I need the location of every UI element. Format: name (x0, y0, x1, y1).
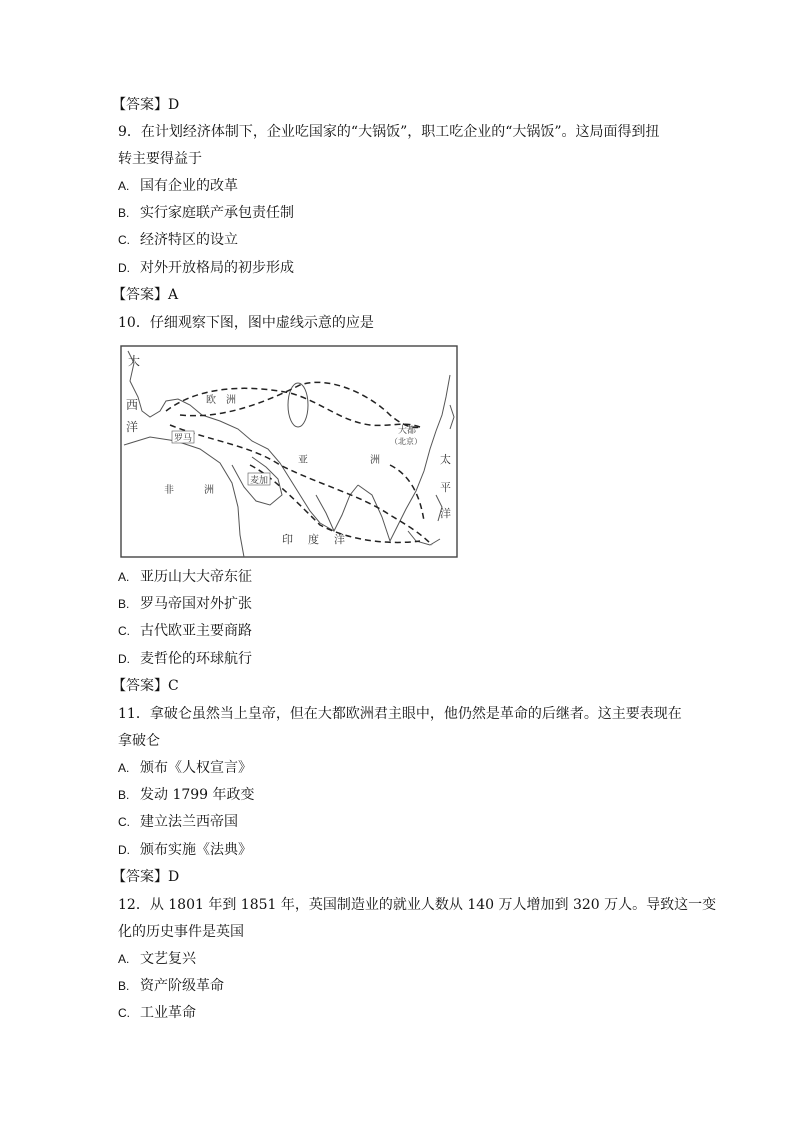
answer-prefix: 【答案】 (112, 678, 168, 694)
answer-prefix: 【答案】 (112, 869, 168, 885)
map-label-indian-1: 印 (282, 533, 293, 546)
q9-option-b (118, 203, 294, 223)
map-label-pacific-3: 洋 (440, 507, 451, 520)
option-letter: C. (118, 233, 130, 247)
option-letter: D. (118, 652, 130, 666)
map-label-africa-1: 非 (164, 485, 174, 496)
option-letter: B. (118, 206, 130, 220)
map-label-pacific-1: 太 (440, 453, 451, 466)
map-label-indian-2: 度 (308, 533, 319, 546)
option-letter: B. (118, 788, 130, 802)
question-12-stem: 12．从 1801 年到 1851 年，英国制造业的就业人数从 140 万人增加到 320 万人。导致这一变 (118, 897, 717, 913)
map-label-pacific-2: 平 (440, 481, 451, 494)
option-letter: B. (118, 979, 130, 993)
option-text: 工业革命 (140, 1005, 196, 1021)
map-label-indian-3: 洋 (334, 533, 345, 546)
question-9-stem: 9．在计划经济体制下，企业吃国家的“大锅饭”，职工吃企业的“大锅饭”。这局面得到扭 (118, 124, 660, 140)
q12-option-c (118, 1003, 196, 1023)
option-text: 文艺复兴 (140, 951, 196, 967)
option-text: 古代欧亚主要商路 (140, 623, 252, 639)
map-label-africa-2: 洲 (204, 485, 214, 496)
map-label-asia-2: 洲 (370, 455, 380, 466)
map-label-rome: 罗马 (174, 434, 193, 444)
q12-option-b (118, 976, 224, 996)
map-label-europe-2: 洲 (226, 395, 236, 406)
option-letter: B. (118, 597, 130, 611)
q11-option-d (118, 840, 252, 860)
q10-option-b (118, 594, 252, 614)
answer-value: C (168, 678, 179, 694)
answer-prefix: 【答案】 (112, 97, 168, 113)
option-text: 实行家庭联产承包责任制 (140, 205, 294, 221)
map-svg (120, 345, 458, 558)
option-text: 罗马帝国对外扩张 (140, 596, 252, 612)
question-9-stem-cont: 转主要得益于 (118, 151, 202, 167)
answer-line-q11 (112, 867, 179, 887)
option-text: 颁布《人权宣言》 (140, 760, 252, 776)
answer-value: D (168, 97, 180, 113)
map-label-dadu: 大都 (398, 426, 417, 436)
option-text: 麦哲伦的环球航行 (140, 651, 252, 667)
option-letter: C. (118, 624, 130, 638)
option-letter: D. (118, 843, 130, 857)
question-11-stem: 11．拿破仑虽然当上皇帝，但在大都欧洲君主眼中，他仍然是革命的后继者。这主要表现在 (118, 706, 682, 722)
option-letter: C. (118, 1006, 130, 1020)
option-text: 国有企业的改革 (140, 178, 238, 194)
option-text: 亚历山大大帝东征 (140, 569, 252, 585)
question-12-stem-cont: 化的历史事件是英国 (118, 924, 244, 940)
answer-line-q8 (112, 95, 179, 115)
map-label-beijing: （北京） (390, 437, 422, 446)
q9-option-d (118, 258, 294, 278)
trade-route-map (120, 345, 458, 558)
answer-line-q9 (112, 285, 178, 305)
q10-option-a (118, 567, 252, 587)
q11-option-c (118, 812, 238, 832)
map-label-xi: 西 (126, 398, 139, 412)
option-letter: A. (118, 570, 130, 584)
answer-prefix: 【答案】 (112, 287, 168, 303)
q9-option-a (118, 176, 238, 196)
option-letter: D. (118, 261, 130, 275)
question-11-stem-cont: 拿破仑 (118, 733, 160, 749)
option-text: 经济特区的设立 (140, 232, 238, 248)
q11-option-b (118, 785, 255, 805)
answer-line-q10 (112, 676, 179, 696)
option-text: 资产阶级革命 (140, 978, 224, 994)
option-letter: A. (118, 179, 130, 193)
option-text: 发动 1799 年政变 (140, 787, 255, 803)
map-label-yang-west: 洋 (126, 420, 139, 434)
map-frame (121, 346, 457, 557)
map-label-europe-1: 欧 (206, 395, 216, 406)
q11-option-a (118, 758, 252, 778)
option-text: 对外开放格局的初步形成 (140, 260, 294, 276)
map-label-asia-1: 亚 (298, 455, 308, 466)
q9-option-c (118, 230, 238, 250)
answer-value: D (168, 869, 180, 885)
option-letter: C. (118, 815, 130, 829)
option-text: 建立法兰西帝国 (140, 814, 238, 830)
answer-value: A (168, 287, 179, 303)
option-text: 颁布实施《法典》 (140, 842, 252, 858)
q12-option-a (118, 949, 196, 969)
q10-option-c (118, 621, 252, 641)
option-letter: A. (118, 761, 130, 775)
map-label-mecca: 麦加 (250, 476, 269, 486)
map-label-da: 大 (128, 354, 141, 368)
option-letter: A. (118, 952, 130, 966)
question-10-stem: 10．仔细观察下图，图中虚线示意的应是 (118, 315, 374, 331)
q10-option-d (118, 649, 252, 669)
